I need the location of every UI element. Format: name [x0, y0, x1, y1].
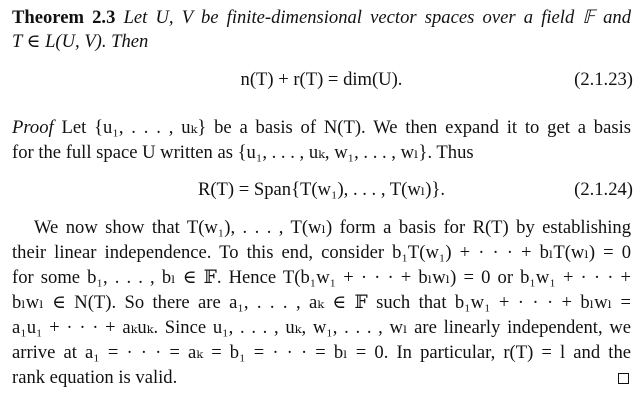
equation-1 [12, 69, 631, 91]
equation-1-math: n(T) + r(T) = dim(U). [240, 69, 403, 90]
paragraph-line-1: We now show that T(w₁), . . . , T(wₗ) form a basis for R(T) by establishing [34, 217, 631, 238]
equation-2 [12, 179, 631, 201]
proof-label: Proof [12, 117, 54, 138]
paragraph-line-5: a₁u₁ + · · · + aₖuₖ. Since u₁, . . . , uₖ, w₁, . . . , wₗ are linearly independent, we [12, 317, 631, 338]
theorem-line-2: T ∈ L(U, V). Then [12, 31, 149, 52]
theorem-label: Theorem 2.3 [12, 7, 116, 28]
qed-square-icon [618, 373, 629, 384]
proof-line-1 [12, 117, 631, 139]
paragraph-line-4: bₗwₗ ∈ N(T). So there are a₁, . . . , aₖ ∈ 𝔽 such that b₁w₁ + · · · + bₗwₗ = [12, 292, 631, 313]
equation-2-math: R(T) = Span{T(w₁), . . . , T(wₗ)}. [197, 179, 446, 200]
paragraph-line-2: their linear independence. To this end, consider b₁T(w₁) + · · · + bₗT(wₗ) = 0 [12, 242, 631, 263]
theorem-line-1 [12, 7, 631, 29]
equation-1-number: (2.1.23) [574, 69, 633, 90]
equation-2-number: (2.1.24) [574, 179, 633, 200]
paragraph-line-6: arrive at a₁ = · · · = aₖ = b₁ = · · · = bₗ = 0. In particular, r(T) = l and the [12, 342, 631, 363]
theorem-text-1: Let U, V be finite-dimensional vector spaces over a field 𝔽 and [123, 7, 632, 28]
proof-text-1: Let {u₁, . . . , uₖ} be a basis of N(T). We then expand it to get a basis [61, 117, 631, 138]
proof-line-2: for the full space U written as {u₁, . . . , uₖ, w₁, . . . , wₗ}. Thus [12, 142, 474, 163]
paragraph-line-7: rank equation is valid. [12, 367, 178, 388]
paragraph-line-3: for some b₁, . . . , bₗ ∈ 𝔽. Hence T(b₁w₁ + · · · + bₗwₗ) = 0 or b₁w₁ + · · · + [12, 267, 631, 288]
